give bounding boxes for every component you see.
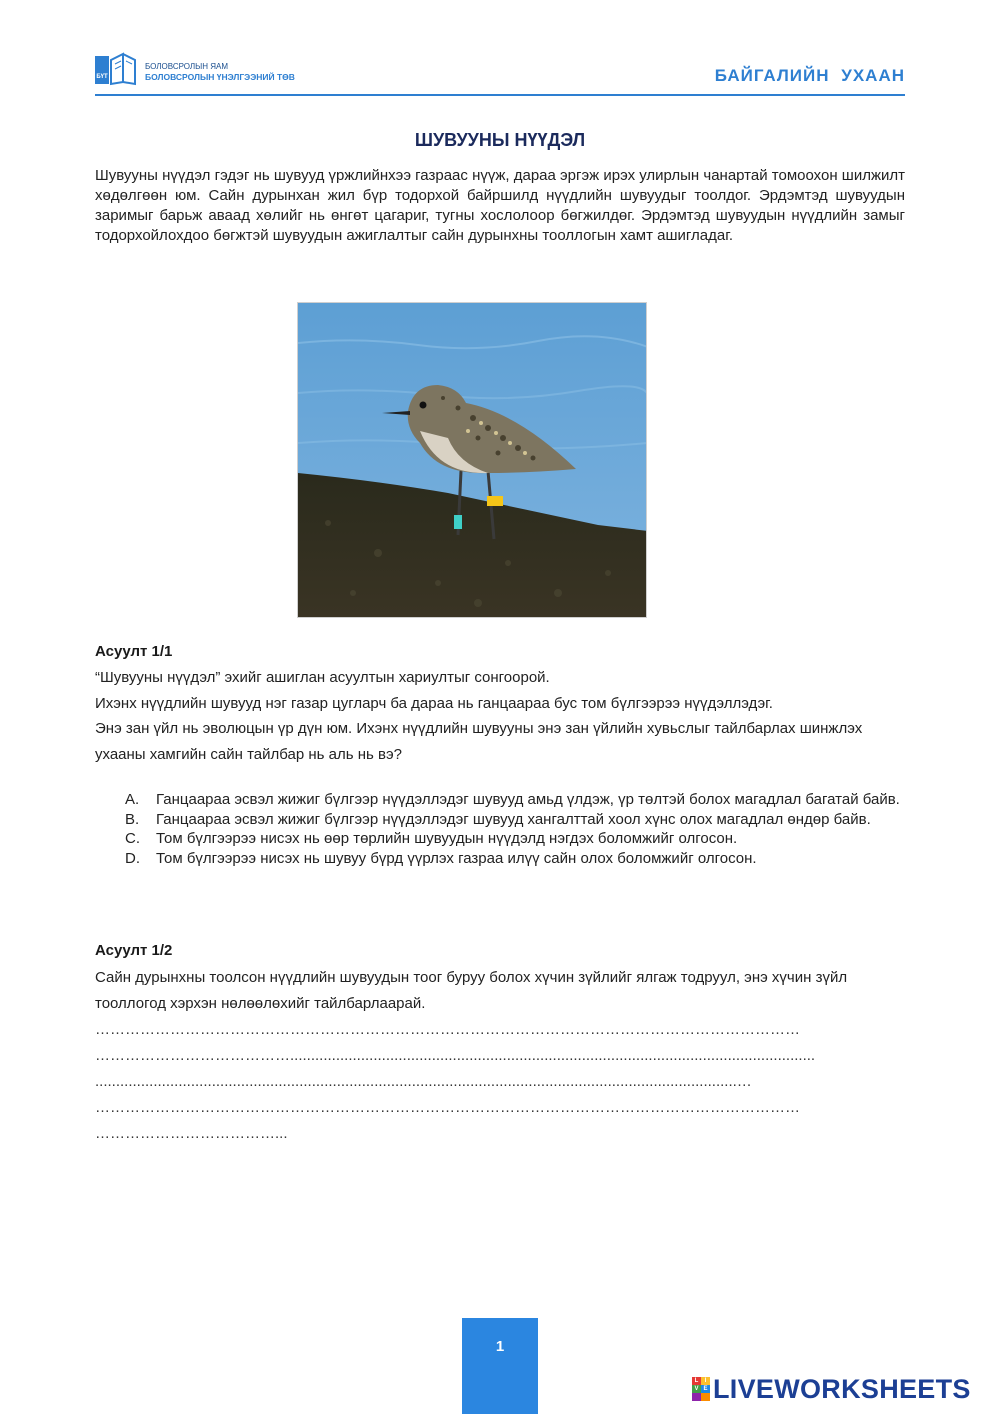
option-c[interactable] xyxy=(125,829,905,849)
liveworksheets-brand xyxy=(692,1373,971,1405)
organization-name xyxy=(145,61,295,83)
subject-title: БАЙГАЛИЙН УХААН xyxy=(714,66,905,85)
option-d[interactable] xyxy=(125,849,905,869)
liveworksheets-wordmark: LIVEWORKSHEETS xyxy=(713,1373,971,1404)
answer-line[interactable]: ………………………………….............................................................................................................................. xyxy=(95,1047,816,1064)
question-2-label: Асуулт 1/2 xyxy=(95,942,173,959)
answer-line[interactable]: …………………………………………………………………………………………………………………………… xyxy=(95,1099,800,1116)
option-letter: D. xyxy=(125,849,140,867)
intro-paragraph: Шувууны нүүдэл гэдэг нь шувууд үржлийнхээ газраас нүүж, дараа эргэж ирэх улирлын чанартай томоохон шилжилт хөдөлгөөн юм. Сайн дурынхан жил бүр тодорхой байршилд нүүдлийн шувуудыг тоолдог. Эрдэмтэд шувуудын заримыг барьж аваад хөлийг нь өнгөт цагариг, тугны хослолоор бөгжилдөг. Эрдэмтэд шувуудын нүүдлийн замыг тодорхойлохдоо бөгжтэй шувуудын ажиглалтыг сайн дурынхны тооллогын хамт ашигладаг. xyxy=(95,167,905,244)
page-number: 1 xyxy=(462,1318,538,1414)
question-1-context: Ихэнх нүүдлийн шувууд нэг газар цугларч ба дараа нь ганцаараа бус том бүлгээрээ нүүдэллэдэг. xyxy=(95,694,773,712)
answer-line[interactable]: ..........................................................................................................................................................… xyxy=(95,1073,752,1090)
question-1-instruction: “Шувууны нүүдэл” эхийг ашиглан асуултын хариултыг сонгоорой. xyxy=(95,669,550,686)
option-b[interactable] xyxy=(125,810,905,830)
brand-icon-letter: L xyxy=(692,1377,701,1385)
option-text: Ганцаараа эсвэл жижиг бүлгээр нүүдэллэдэг шувууд амьд үлдэж, үр төлтэй болох магадлал багатай байв. xyxy=(156,791,900,808)
question-1-prompt: Энэ зан үйл нь эволюцын үр дүн юм. Ихэнх нүүдлийн шувууны энэ зан үйлийн хувьслыг тайлбарлах шинжлэх ухааны хамгийн сайн тайлбар нь аль нь вэ? xyxy=(95,720,863,763)
option-text: Ганцаараа эсвэл жижиг бүлгээр нүүдэллэдэг шувууд хангалттай хоол хүнс олох магадлал өндөр байв. xyxy=(156,810,871,828)
liveworksheets-icon xyxy=(692,1377,710,1401)
option-letter: B. xyxy=(125,810,140,828)
option-a[interactable] xyxy=(125,790,905,810)
question-2-answer-area[interactable] xyxy=(95,1017,905,1147)
option-letter: A. xyxy=(125,791,140,808)
brand-icon-letter: E xyxy=(701,1385,710,1393)
answer-line[interactable]: …………………………………………………………………………………………………………………………… xyxy=(95,1021,800,1038)
option-letter: C. xyxy=(125,830,140,847)
question-2-prompt: Сайн дурынхны тоолсон нүүдлийн шувуудын тоог буруу болох хүчин зүйлийг ялгаж тодруул, энэ хүчин зүйл тооллогод хэрхэн нөлөөлөхийг тайлбарлаарай. xyxy=(95,969,848,1012)
question-1-options xyxy=(125,790,905,868)
answer-line[interactable]: ………………………………... xyxy=(95,1125,288,1142)
ministry-logo xyxy=(95,50,139,86)
org-line-1: БОЛОВСРОЛЫН ЯАМ xyxy=(145,62,229,71)
option-text: Том бүлгээрээ нисэх нь шувуу бүрд үүрлэх газраа илүү сайн олох боломжийг олгосон. xyxy=(156,849,757,867)
org-line-2: БОЛОВСРОЛЫН ҮНЭЛГЭЭНИЙ ТӨВ xyxy=(145,72,295,82)
page-header xyxy=(95,50,905,96)
banded-bird-photo xyxy=(297,302,647,618)
question-1-body xyxy=(95,665,905,767)
option-text: Том бүлгээрээ нисэх нь өөр төрлийн шувуудын нүүдэлд нэгдэх боломжийг олгосон. xyxy=(156,830,738,847)
question-1-label: Асуулт 1/1 xyxy=(95,643,173,660)
brand-icon-letter: V xyxy=(692,1385,701,1393)
brand-icon-letter: I xyxy=(701,1377,710,1385)
logo-badge-text: БҮТ xyxy=(96,74,108,80)
page-title: ШУВУУНЫ НҮҮДЭЛ xyxy=(414,130,586,150)
